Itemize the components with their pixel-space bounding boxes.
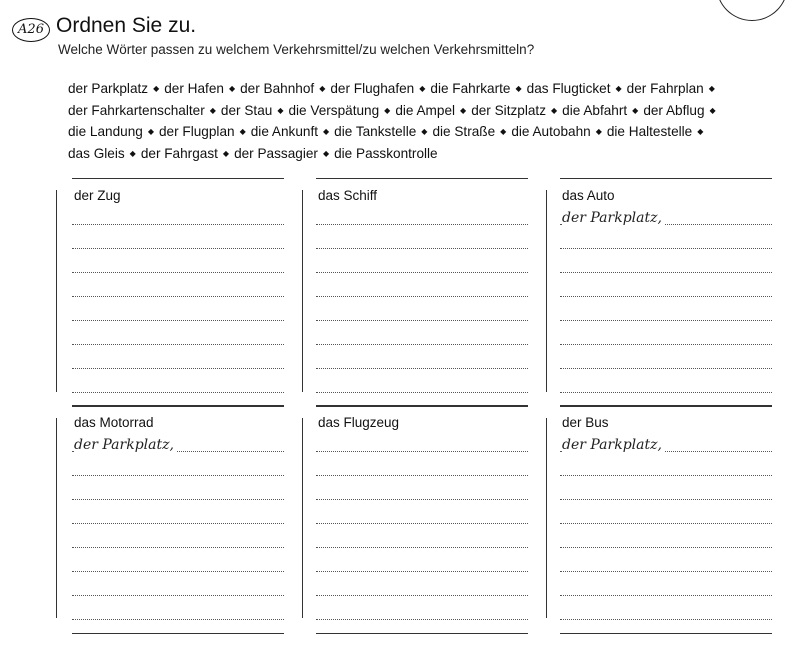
column-top-rule — [560, 405, 772, 406]
column-heading: das Motorrad — [74, 415, 154, 430]
example-answer: der Parkplatz, — [74, 437, 174, 453]
word-bank-item: die Autobahn — [511, 124, 591, 139]
answer-line[interactable] — [560, 474, 772, 476]
column-divider — [546, 190, 547, 392]
answer-line[interactable] — [72, 546, 284, 548]
diamond-separator-icon: ◆ — [460, 105, 467, 115]
category-column — [560, 405, 772, 635]
word-bank-line — [68, 121, 788, 143]
diamond-separator-icon: ◆ — [421, 127, 428, 136]
answer-line[interactable] — [72, 570, 284, 572]
column-top-rule — [72, 178, 284, 179]
exercise-title: Ordnen Sie zu. — [56, 14, 197, 37]
answer-line[interactable] — [316, 247, 528, 249]
diamond-separator-icon: ◆ — [319, 84, 326, 93]
answer-line[interactable] — [316, 295, 528, 297]
answer-line[interactable] — [316, 391, 528, 393]
answer-line[interactable] — [560, 391, 772, 393]
diamond-separator-icon: ◆ — [239, 127, 246, 136]
answer-line[interactable] — [72, 319, 284, 321]
answer-line[interactable] — [560, 594, 772, 596]
word-bank-item: der Sitzplatz — [471, 102, 546, 118]
answer-line[interactable] — [72, 618, 284, 620]
word-bank-item: der Bahnhof — [240, 81, 315, 96]
diamond-separator-icon: ◆ — [500, 127, 507, 136]
word-bank-line — [68, 78, 788, 100]
word-bank-item: der Flughafen — [330, 81, 415, 96]
answer-line[interactable] — [316, 343, 528, 345]
column-divider — [56, 418, 57, 618]
diamond-separator-icon: ◆ — [209, 105, 216, 115]
word-bank — [68, 78, 788, 164]
word-bank-item: die Haltestelle — [606, 124, 693, 139]
answer-line[interactable] — [560, 295, 772, 297]
answer-line[interactable] — [72, 271, 284, 273]
word-bank-item: die Abfahrt — [562, 102, 628, 118]
answer-line[interactable] — [560, 319, 772, 321]
word-bank-item: der Fahrkartenschalter — [68, 102, 205, 118]
exercise-number-badge: A26 — [12, 18, 50, 42]
diamond-separator-icon: ◆ — [322, 148, 330, 158]
column-heading: das Auto — [562, 188, 615, 203]
column-top-rule — [316, 405, 528, 406]
diamond-separator-icon: ◆ — [709, 105, 716, 115]
category-column — [72, 405, 284, 635]
diamond-separator-icon: ◆ — [419, 84, 426, 93]
answer-line[interactable] — [560, 546, 772, 548]
answer-line[interactable] — [72, 367, 284, 369]
corner-decoration — [716, 0, 788, 21]
answer-line[interactable] — [72, 594, 284, 596]
answer-line[interactable] — [560, 618, 772, 620]
answer-line[interactable] — [316, 570, 528, 572]
answer-line[interactable] — [316, 618, 528, 620]
word-bank-item: der Abflug — [643, 102, 705, 118]
answer-line[interactable] — [316, 367, 528, 369]
diamond-separator-icon: ◆ — [129, 148, 136, 158]
column-heading: der Bus — [562, 415, 609, 430]
word-bank-item: der Flugplan — [159, 124, 235, 139]
exercise-instruction: Welche Wörter passen zu welchem Verkehrsmittel/zu welchen Verkehrsmitteln? — [58, 42, 535, 57]
word-bank-item: die Landung — [68, 124, 143, 139]
word-bank-item: der Fahrplan — [626, 81, 704, 96]
answer-line[interactable] — [316, 450, 528, 452]
answer-line[interactable] — [72, 223, 284, 225]
diamond-separator-icon: ◆ — [222, 148, 230, 158]
word-bank-item: der Fahrgast — [140, 145, 218, 161]
answer-line[interactable] — [72, 343, 284, 345]
example-answer: der Parkplatz, — [562, 210, 662, 226]
answer-line[interactable] — [560, 247, 772, 249]
word-bank-item: das Flugticket — [526, 81, 611, 96]
column-heading: das Flugzeug — [318, 415, 400, 430]
answer-line[interactable] — [316, 271, 528, 273]
diamond-separator-icon: ◆ — [277, 105, 284, 115]
example-answer: der Parkplatz, — [562, 437, 662, 453]
word-bank-line — [68, 143, 788, 165]
diamond-separator-icon: ◆ — [615, 84, 622, 93]
diamond-separator-icon: ◆ — [228, 84, 236, 93]
word-bank-item: der Stau — [220, 102, 273, 118]
answer-line[interactable] — [72, 474, 284, 476]
answer-line[interactable] — [72, 522, 284, 524]
diamond-separator-icon: ◆ — [515, 84, 522, 93]
word-bank-item: die Passkontrolle — [334, 145, 438, 161]
word-bank-item: der Parkplatz — [68, 81, 149, 96]
column-divider — [56, 190, 57, 392]
diamond-separator-icon: ◆ — [323, 127, 330, 136]
diamond-separator-icon: ◆ — [708, 84, 715, 93]
answer-line[interactable] — [72, 391, 284, 393]
word-bank-item: die Fahrkarte — [430, 81, 511, 96]
word-bank-item: die Verspätung — [288, 102, 380, 118]
category-column — [72, 178, 284, 408]
word-bank-item: die Ankunft — [250, 124, 318, 139]
diamond-separator-icon: ◆ — [384, 105, 391, 115]
word-bank-item: das Gleis — [68, 145, 125, 161]
word-bank-item: die Straße — [432, 124, 496, 139]
answer-line[interactable] — [316, 522, 528, 524]
answer-line[interactable] — [560, 367, 772, 369]
column-divider — [302, 190, 303, 392]
column-top-rule — [560, 178, 772, 179]
column-top-rule — [316, 178, 528, 179]
answer-line[interactable] — [72, 498, 284, 500]
word-bank-item: die Ampel — [395, 102, 456, 118]
answer-line[interactable] — [72, 295, 284, 297]
column-divider — [546, 418, 547, 618]
answer-line[interactable] — [560, 522, 772, 524]
answer-line[interactable] — [316, 474, 528, 476]
diamond-separator-icon: ◆ — [697, 127, 704, 136]
column-heading: das Schiff — [318, 188, 378, 203]
diamond-separator-icon: ◆ — [153, 84, 160, 93]
word-bank-item: die Tankstelle — [334, 124, 417, 139]
answer-line[interactable] — [316, 223, 528, 225]
answer-line[interactable] — [316, 594, 528, 596]
answer-line[interactable] — [560, 498, 772, 500]
column-top-rule — [72, 405, 284, 406]
diamond-separator-icon: ◆ — [551, 105, 558, 115]
category-column — [560, 178, 772, 408]
answer-line[interactable] — [316, 319, 528, 321]
diamond-separator-icon: ◆ — [147, 127, 154, 136]
column-bottom-rule — [316, 633, 528, 634]
column-heading: der Zug — [74, 188, 121, 203]
column-bottom-rule — [560, 633, 772, 634]
category-column — [316, 178, 528, 408]
answer-line[interactable] — [316, 546, 528, 548]
answer-line[interactable] — [316, 498, 528, 500]
column-divider — [302, 418, 303, 618]
word-bank-item: der Hafen — [164, 81, 224, 96]
answer-line[interactable] — [560, 271, 772, 273]
column-bottom-rule — [72, 633, 284, 634]
answer-line[interactable] — [560, 343, 772, 345]
answer-line[interactable] — [560, 570, 772, 572]
diamond-separator-icon: ◆ — [595, 127, 602, 136]
word-bank-line — [68, 100, 788, 122]
word-bank-item: der Passagier — [234, 145, 318, 161]
diamond-separator-icon: ◆ — [632, 105, 639, 115]
category-column — [316, 405, 528, 635]
answer-line[interactable] — [72, 247, 284, 249]
